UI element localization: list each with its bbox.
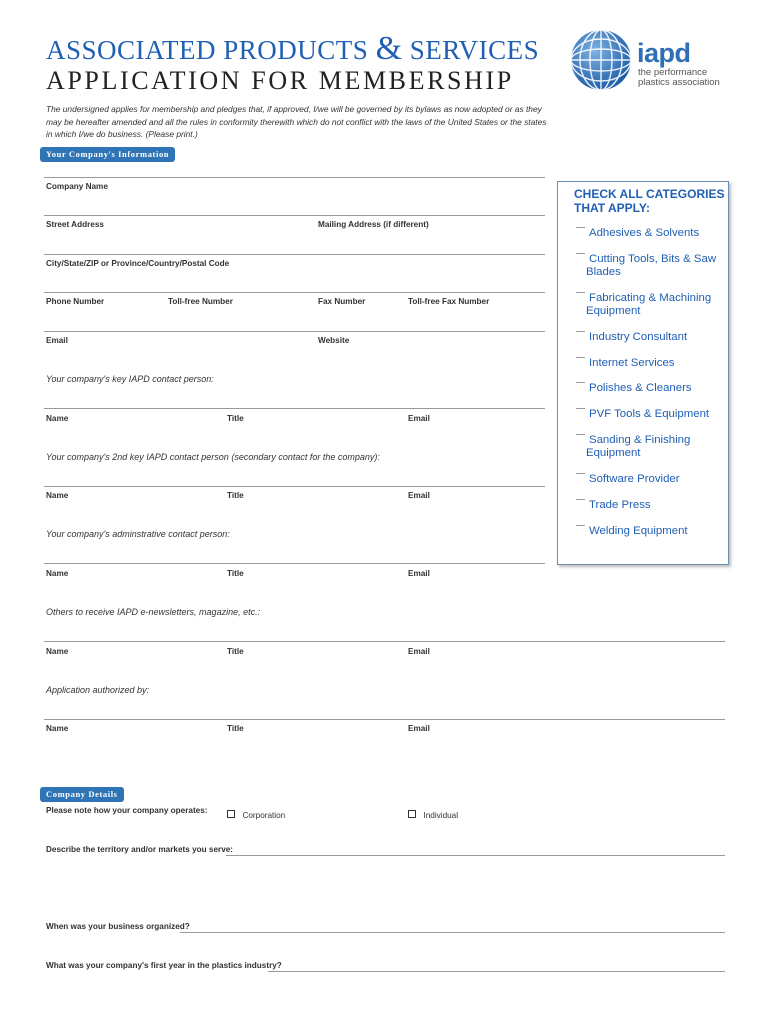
city-state-field[interactable] [46, 269, 544, 291]
individual-checkbox[interactable] [408, 810, 416, 818]
key-contact-heading: Your company's key IAPD contact person: [46, 374, 214, 384]
street-address-label: Street Address [46, 220, 104, 229]
individual-label: Individual [423, 811, 459, 820]
contact-title-label: Title [227, 491, 244, 500]
category-cutting-tools: Cutting Tools, Bits & Saw Blades [586, 253, 717, 278]
organized-label: When was your business organized? [46, 922, 190, 931]
authorized-heading: Application authorized by: [46, 685, 150, 695]
rule [44, 331, 545, 332]
individual-option[interactable] [408, 805, 458, 823]
contact-email-label: Email [408, 724, 430, 733]
intro-text: The undersigned applies for membership and pledges that, if approved, I/we will be governed by its bylaws as now adopted or as they may be hereafter amended and all the rules in conformity therewith which do not conflict with the laws of the United States or the states in which I/we do business. (Please print.) [46, 104, 547, 139]
contact-name-label: Name [46, 491, 69, 500]
category-checkbox[interactable] [576, 357, 585, 358]
organized-line[interactable] [180, 932, 725, 933]
first-year-line[interactable] [268, 971, 725, 972]
corporation-option[interactable] [227, 805, 285, 823]
category-pvf: PVF Tools & Equipment [589, 408, 710, 420]
phone-label: Phone Number [46, 297, 105, 306]
rule [44, 719, 725, 720]
city-state-label: City/State/ZIP or Province/Country/Postal Code [46, 259, 230, 268]
tollfree-label: Toll-free Number [168, 297, 233, 306]
category-internet: Internet Services [589, 357, 675, 369]
rule [44, 408, 545, 409]
contact-name-label: Name [46, 414, 69, 423]
fax-label: Fax Number [318, 297, 366, 306]
company-name-label: Company Name [46, 182, 108, 191]
category-welding: Welding Equipment [589, 525, 688, 537]
contact-name-label: Name [46, 569, 69, 578]
category-trade-press: Trade Press [589, 499, 651, 511]
contact-email-label: Email [408, 491, 430, 500]
mailing-address-label: Mailing Address (if different) [318, 220, 429, 229]
logo-tagline-1: the performance [638, 67, 708, 78]
contact-title-label: Title [227, 569, 244, 578]
logo-tagline [638, 68, 720, 88]
categories-heading-1: CHECK ALL CATEGORIES [574, 187, 725, 201]
website-label: Website [318, 336, 350, 345]
contact-name-label: Name [46, 724, 69, 733]
tollfree-fax-label: Toll-free Fax Number [408, 297, 490, 306]
company-name-field[interactable] [46, 192, 544, 214]
category-checkbox[interactable] [576, 473, 585, 474]
phone-field[interactable] [46, 307, 544, 329]
category-checkbox[interactable] [576, 382, 585, 383]
email-label: Email [46, 336, 68, 345]
form-subtitle: APPLICATION FOR MEMBERSHIP [46, 66, 514, 95]
category-checkbox[interactable] [576, 434, 585, 435]
second-contact-heading: Your company's 2nd key IAPD contact person (secondary contact for the company): [46, 452, 380, 462]
rule [44, 563, 545, 564]
category-checkbox[interactable] [576, 525, 585, 526]
category-fabricating: Fabricating & Machining Equipment [586, 292, 712, 317]
category-checkbox[interactable] [576, 331, 585, 332]
contact-title-label: Title [227, 647, 244, 656]
rule [44, 215, 545, 216]
category-checkbox[interactable] [576, 253, 585, 254]
section-company-details: Company Details [40, 787, 124, 802]
title-line1: ASSOCIATED PRODUCTS [46, 35, 369, 65]
territory-line[interactable] [226, 855, 725, 856]
form-title [46, 30, 539, 68]
category-checkbox[interactable] [576, 227, 585, 228]
contact-email-label: Email [408, 569, 430, 578]
operates-label: Please note how your company operates: [46, 806, 208, 815]
territory-label: Describe the territory and/or markets you serve: [46, 845, 234, 854]
title-services: SERVICES [409, 35, 540, 65]
contact-name-label: Name [46, 647, 69, 656]
section-company-info: Your Company's Information [40, 147, 175, 162]
categories-heading [574, 187, 724, 215]
contact-email-label: Email [408, 647, 430, 656]
others-heading: Others to receive IAPD e-newsletters, magazine, etc.: [46, 607, 261, 617]
category-checkbox[interactable] [576, 408, 585, 409]
rule [44, 292, 545, 293]
logo-tagline-2: plastics association [638, 77, 720, 88]
rule [44, 486, 545, 487]
globe-icon [569, 28, 633, 92]
contact-title-label: Title [227, 414, 244, 423]
admin-contact-heading: Your company's adminstrative contact person: [46, 529, 230, 539]
categories-heading-2: THAT APPLY: [574, 201, 651, 215]
corporation-label: Corporation [242, 811, 286, 820]
rule [44, 641, 725, 642]
title-ampersand: & [375, 30, 403, 67]
contact-title-label: Title [227, 724, 244, 733]
category-software: Software Provider [589, 473, 680, 485]
rule [44, 254, 545, 255]
category-checkbox[interactable] [576, 499, 585, 500]
logo-name: iapd [637, 38, 691, 68]
category-sanding: Sanding & Finishing Equipment [586, 434, 691, 459]
street-address-field[interactable] [46, 230, 544, 252]
category-adhesives: Adhesives & Solvents [589, 227, 700, 239]
category-checkbox[interactable] [576, 292, 585, 293]
rule [44, 177, 545, 178]
first-year-label: What was your company's first year in the plastics industry? [46, 961, 282, 970]
corporation-checkbox[interactable] [227, 810, 235, 818]
category-polishes: Polishes & Cleaners [589, 382, 692, 394]
category-consultant: Industry Consultant [589, 331, 688, 343]
contact-email-label: Email [408, 414, 430, 423]
